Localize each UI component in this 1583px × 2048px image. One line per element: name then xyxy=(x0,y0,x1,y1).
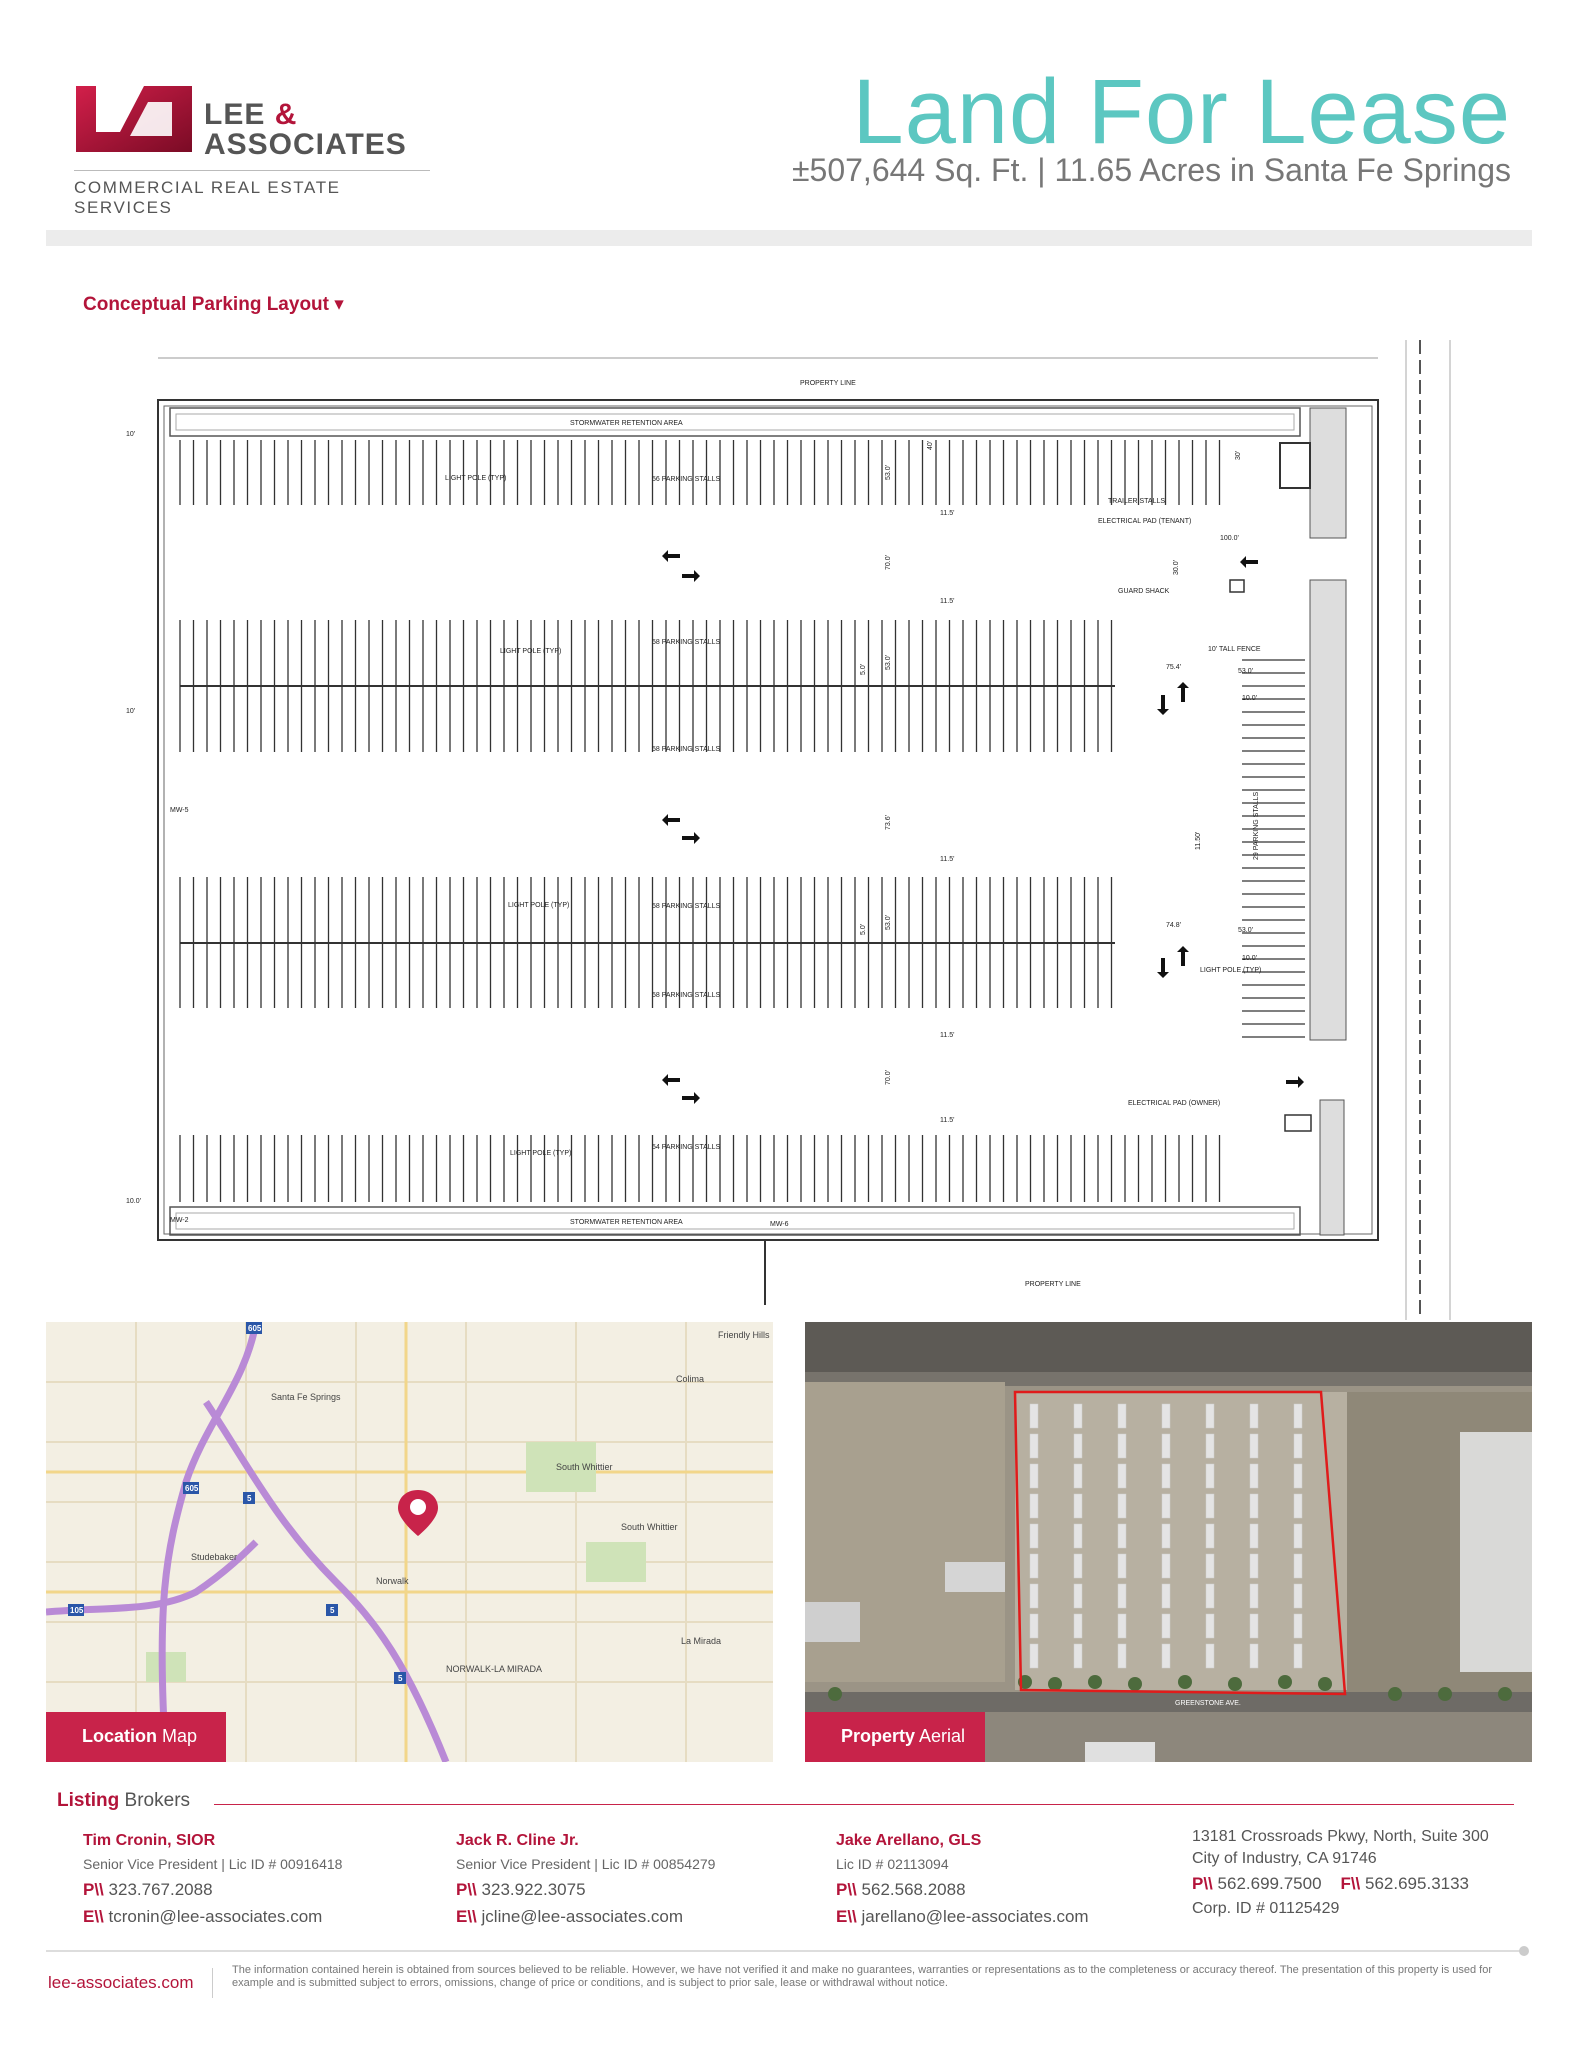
plan-dim-530c: 53.0' xyxy=(885,465,892,480)
map-label-south-whittier-2: South Whittier xyxy=(621,1522,678,1532)
plan-dim-530d: 53.0' xyxy=(885,655,892,670)
plan-mw5: MW-5 xyxy=(170,807,189,814)
plan-property-line-top: PROPERTY LINE xyxy=(800,380,856,387)
broker-card xyxy=(83,1832,423,1934)
plan-row-2: 58 PARKING STALLS xyxy=(652,639,721,646)
plan-dim-10b: 10' xyxy=(126,708,136,715)
footer-separator xyxy=(212,1968,213,1998)
map-shield-5c: 5 xyxy=(398,1674,403,1683)
office-address-line1: 13181 Crossroads Pkwy, North, Suite 300 xyxy=(1192,1828,1489,1845)
plan-dim-100: 100.0' xyxy=(1220,535,1239,542)
map-shield-105: 105 xyxy=(70,1606,84,1615)
map-shield-605: 605 xyxy=(185,1484,199,1493)
map-label-normalea: NORWALK-LA MIRADA xyxy=(446,1664,543,1674)
plan-dim-115d: 11.5' xyxy=(940,1032,955,1039)
plan-row-5: 58 PARKING STALLS xyxy=(652,992,721,999)
plan-row-1: 56 PARKING STALLS xyxy=(652,476,721,483)
map-label-south-whittier: South Whittier xyxy=(556,1462,613,1472)
location-map-panel xyxy=(46,1322,773,1762)
plan-stormwater-top: STORMWATER RETENTION AREA xyxy=(570,420,683,427)
plan-dim-530a: 53.0' xyxy=(1238,668,1253,675)
map-label-studebaker: Studebaker xyxy=(191,1552,238,1562)
broker-name: Jack R. Cline Jr. xyxy=(456,1832,579,1849)
plan-light-pole-4: LIGHT POLE (TYP) xyxy=(510,1150,572,1157)
map-label-norwalk: Norwalk xyxy=(376,1576,409,1586)
office-contact: P\\ 562.699.7500 F\\ 562.695.3133 xyxy=(1192,1874,1470,1893)
plan-row-6: 54 PARKING STALLS xyxy=(652,1144,721,1151)
footer-dot xyxy=(1519,1946,1529,1956)
plan-dim-115e: 11.5' xyxy=(940,1117,955,1124)
office-address-line2: City of Industry, CA 91746 xyxy=(1192,1850,1377,1867)
aerial-street-label: GREENSTONE AVE. xyxy=(1175,1700,1241,1707)
logo-name-line1: LEE & xyxy=(204,98,298,131)
location-map xyxy=(46,1322,773,1762)
map-label-la-mirada: La Mirada xyxy=(681,1636,722,1646)
broker-title: Senior Vice President | Lic ID # 00854279 xyxy=(456,1856,716,1872)
plan-light-pole-5: LIGHT POLE (TYP) xyxy=(1200,967,1262,974)
map-shield-5b: 5 xyxy=(330,1606,335,1615)
page-title: Land For Lease xyxy=(852,61,1511,163)
plan-dim-10c: 10.0' xyxy=(126,1198,141,1205)
plan-row-3: 58 PARKING STALLS xyxy=(652,746,721,753)
broker-phone[interactable]: P\\ 323.922.3075 xyxy=(456,1880,586,1899)
plan-dim-100b: 10.0' xyxy=(1242,955,1257,962)
plan-dim-115c: 11.5' xyxy=(940,856,955,863)
broker-email[interactable]: E\\ jarellano@lee-associates.com xyxy=(836,1907,1089,1926)
logo-tagline: COMMERCIAL REAL ESTATE SERVICES xyxy=(74,178,341,217)
company-logo xyxy=(74,84,434,217)
office-info xyxy=(1192,1828,1532,1922)
plan-light-pole-3: LIGHT POLE (TYP) xyxy=(508,902,570,909)
brokers-heading: Listing Brokers xyxy=(57,1790,191,1811)
map-label-friendly-hills: Friendly Hills xyxy=(718,1330,770,1340)
plan-dim-40: 40' xyxy=(927,440,934,450)
brokers-divider xyxy=(214,1804,1514,1805)
plan-dim-1150: 11.50' xyxy=(1195,831,1202,850)
property-aerial-panel xyxy=(805,1322,1532,1762)
header-divider xyxy=(46,230,1532,246)
broker-email[interactable]: E\\ tcronin@lee-associates.com xyxy=(83,1907,323,1926)
map-shield-605-top: 605 xyxy=(248,1324,262,1333)
plan-guard-shack: GUARD SHACK xyxy=(1118,588,1170,595)
plan-light-pole-2: LIGHT POLE (TYP) xyxy=(500,648,562,655)
plan-property-line-bottom: PROPERTY LINE xyxy=(1025,1281,1081,1288)
plan-dim-115b: 11.5' xyxy=(940,598,955,605)
plan-dim-736: 73.6' xyxy=(885,815,892,830)
plan-electrical-owner: ELECTRICAL PAD (OWNER) xyxy=(1128,1100,1221,1107)
map-label-santa-fe: Santa Fe Springs xyxy=(271,1392,341,1402)
property-aerial-photo xyxy=(805,1322,1532,1762)
plan-electrical-tenant: ELECTRICAL PAD (TENANT) xyxy=(1098,518,1192,525)
office-fax[interactable]: 562.695.3133 xyxy=(1365,1874,1470,1893)
logo-name-line2: ASSOCIATES xyxy=(204,128,407,161)
broker-name: Tim Cronin, SIOR xyxy=(83,1832,216,1849)
plan-mw2: MW-2 xyxy=(170,1217,189,1224)
location-map-tag: Location Map xyxy=(46,1712,226,1762)
plan-light-pole-1: LIGHT POLE (TYP) xyxy=(445,475,507,482)
plan-dim-300: 30.0' xyxy=(1173,560,1180,575)
broker-card xyxy=(456,1832,796,1934)
plan-dim-700b: 70.0' xyxy=(885,1070,892,1085)
plan-dim-50a: 5.0' xyxy=(860,663,867,675)
broker-card xyxy=(836,1832,1176,1934)
logo-divider xyxy=(74,170,430,171)
site-plan xyxy=(120,340,1480,1320)
plan-dim-754: 75.4' xyxy=(1166,664,1181,671)
plan-dim-115a: 11.5' xyxy=(940,510,955,517)
plan-dim-100a: 10.0' xyxy=(1242,695,1257,702)
plan-dim-530b: 53.0' xyxy=(1238,927,1253,934)
broker-phone[interactable]: P\\ 323.767.2088 xyxy=(83,1880,213,1899)
broker-email[interactable]: E\\ jcline@lee-associates.com xyxy=(456,1907,684,1926)
plan-row-4: 58 PARKING STALLS xyxy=(652,903,721,910)
plan-stormwater-bottom: STORMWATER RETENTION AREA xyxy=(570,1219,683,1226)
broker-name: Jake Arellano, GLS xyxy=(836,1832,982,1849)
map-shield-5a: 5 xyxy=(247,1494,252,1503)
disclaimer: The information contained herein is obtained from sources believed to be reliable. However, we have not verified it and make no guarantees, warranties or representations as to the completeness or accuracy thereof. The presentation of this property is used for example and is submitted subject to errors, omissions, change of price or conditions, and is subject to prior sale, lease or withdrawal without notice. xyxy=(232,1964,1492,1989)
plan-dim-10a: 10' xyxy=(126,431,136,438)
plan-trailer-stalls: TRAILER STALLS xyxy=(1108,498,1166,505)
office-phone[interactable]: 562.699.7500 xyxy=(1217,1874,1322,1893)
broker-title: Lic ID # 02113094 xyxy=(836,1856,949,1872)
map-label-colima: Colima xyxy=(676,1374,705,1384)
footer-divider xyxy=(46,1950,1522,1952)
office-corp-id: Corp. ID # 01125429 xyxy=(1192,1900,1340,1917)
section-label: Conceptual Parking Layout ▾ xyxy=(83,294,344,315)
page-subtitle: ±507,644 Sq. Ft. | 11.65 Acres in Santa Fe Springs xyxy=(791,152,1511,188)
plan-mw6: MW-6 xyxy=(770,1221,789,1228)
plan-dim-50b: 5.0' xyxy=(860,923,867,935)
plan-dim-30: 30' xyxy=(1235,450,1242,460)
plan-dim-530e: 53.0' xyxy=(885,915,892,930)
plan-side-stalls: 29 PARKING STALLS xyxy=(1253,791,1260,860)
property-aerial-tag: Property Aerial xyxy=(805,1712,985,1762)
lee-logo-mark-icon xyxy=(74,84,194,154)
plan-fence: 10' TALL FENCE xyxy=(1208,646,1261,653)
broker-phone[interactable]: P\\ 562.568.2088 xyxy=(836,1880,966,1899)
plan-dim-748: 74.8' xyxy=(1166,922,1181,929)
plan-dim-700a: 70.0' xyxy=(885,555,892,570)
website-link[interactable]: lee-associates.com xyxy=(48,1973,194,1992)
broker-title: Senior Vice President | Lic ID # 00916418 xyxy=(83,1856,343,1872)
